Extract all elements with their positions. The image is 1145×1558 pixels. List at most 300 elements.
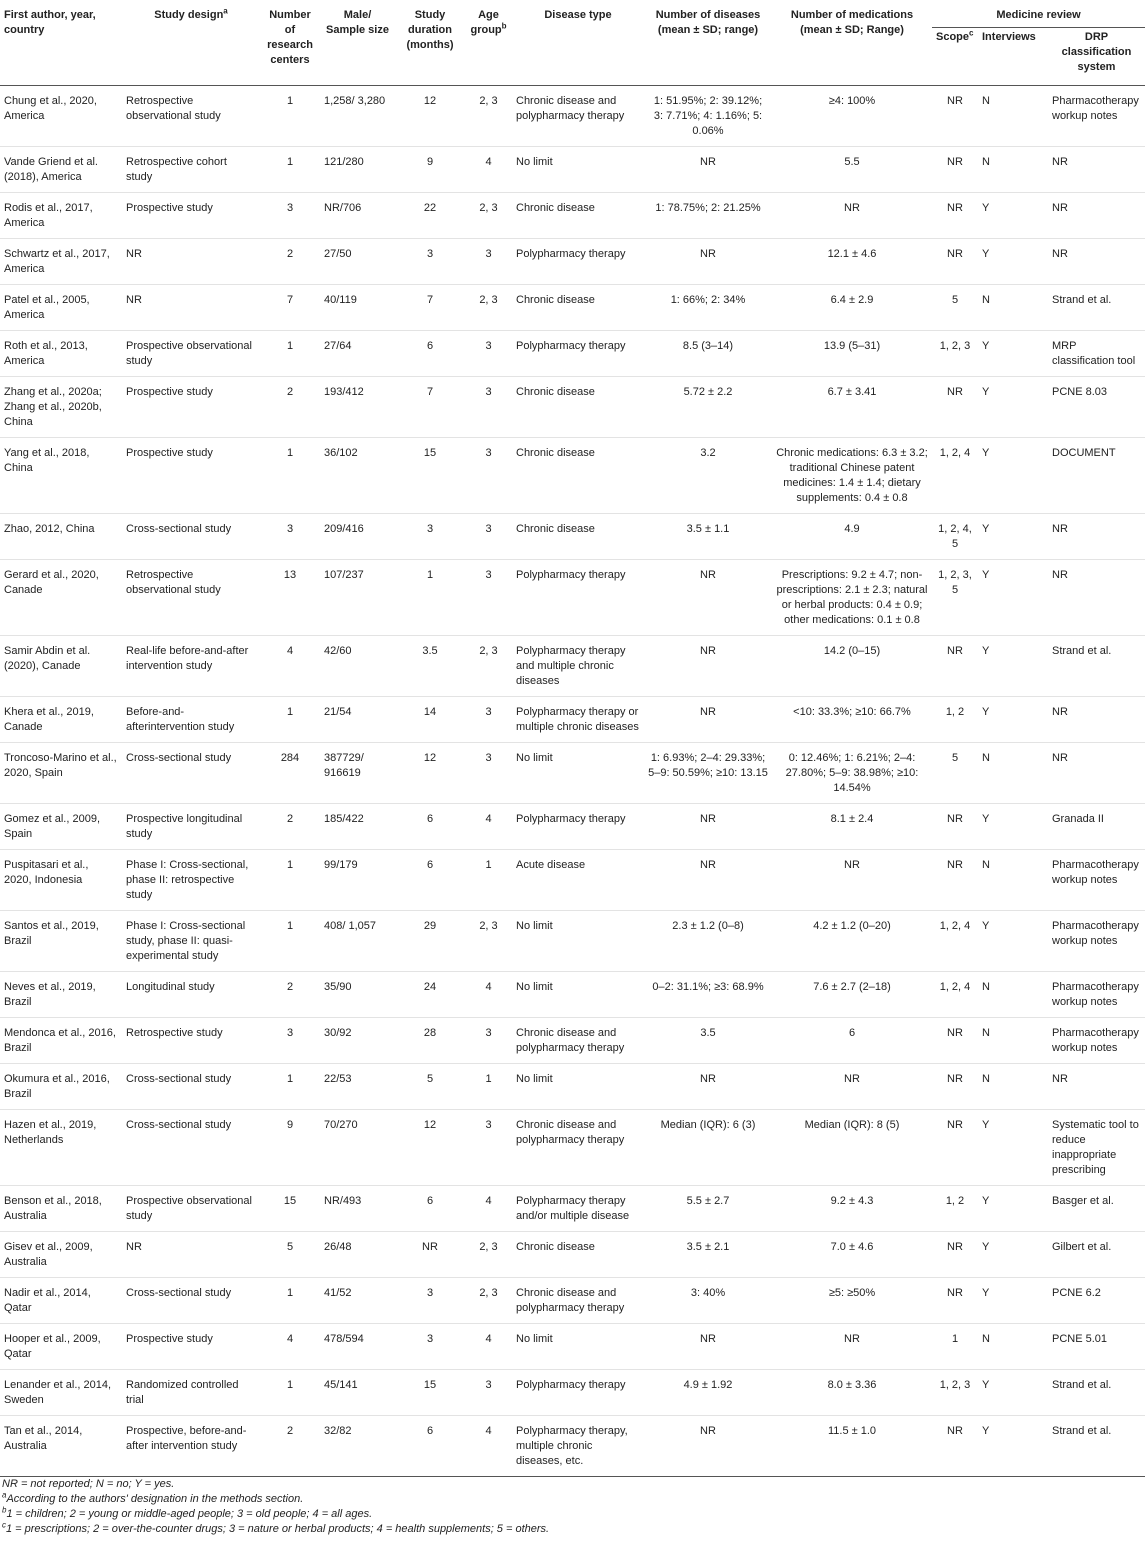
cell-disease-type: Chronic disease and polypharmacy therapy <box>512 1110 644 1186</box>
table-row <box>0 1110 1145 1186</box>
cell-design: Cross-sectional study <box>122 514 260 560</box>
cell-duration: 9 <box>395 147 465 193</box>
cell-num-diseases: NR <box>644 1064 772 1110</box>
cell-interviews: N <box>978 972 1048 1018</box>
cell-interviews: Y <box>978 697 1048 743</box>
cell-interviews: Y <box>978 560 1048 636</box>
table-row <box>0 1064 1145 1110</box>
cell-author: Hazen et al., 2019, Netherlands <box>0 1110 122 1186</box>
cell-scope: NR <box>932 1110 978 1186</box>
cell-interviews: Y <box>978 1278 1048 1324</box>
table-row <box>0 193 1145 239</box>
cell-num-medications: 7.6 ± 2.7 (2–18) <box>772 972 932 1018</box>
cell-interviews: Y <box>978 331 1048 377</box>
footnote-c: $^c$1 = prescriptions; 2 = over-the-counter drugs; 3 = nature or herbal products; 4 = health supplements; 5 = others. <box>2 1520 550 1535</box>
cell-drp-system: NR <box>1048 697 1145 743</box>
cell-design: Prospective study <box>122 193 260 239</box>
table-row <box>0 285 1145 331</box>
cell-scope: 1, 2, 3 <box>932 1370 978 1416</box>
cell-age: 2, 3 <box>465 285 512 331</box>
cell-author: Khera et al., 2019, Canade <box>0 697 122 743</box>
cell-scope: 5 <box>932 743 978 804</box>
cell-centers: 1 <box>260 850 320 911</box>
cell-duration: 24 <box>395 972 465 1018</box>
cell-drp-system: NR <box>1048 147 1145 193</box>
cell-drp-system: NR <box>1048 239 1145 285</box>
cell-author: Samir Abdin et al. (2020), Canade <box>0 636 122 697</box>
cell-drp-system: NR <box>1048 560 1145 636</box>
table-row <box>0 697 1145 743</box>
cell-disease-type: No limit <box>512 1324 644 1370</box>
header-duration: Study duration (months) <box>406 9 454 51</box>
cell-disease-type: Polypharmacy therapy and multiple chronic diseases <box>512 636 644 697</box>
cell-interviews: Y <box>978 514 1048 560</box>
cell-sample: 107/237 <box>320 560 395 636</box>
cell-author: Gisev et al., 2009, Australia <box>0 1232 122 1278</box>
cell-author: Patel et al., 2005, America <box>0 285 122 331</box>
cell-drp-system: PCNE 8.03 <box>1048 377 1145 438</box>
cell-sample: 387729/ 916619 <box>320 743 395 804</box>
cell-disease-type: Polypharmacy therapy <box>512 239 644 285</box>
cell-interviews: Y <box>978 193 1048 239</box>
cell-centers: 1 <box>260 86 320 147</box>
cell-scope: 1, 2 <box>932 1186 978 1232</box>
cell-age: 4 <box>465 1186 512 1232</box>
cell-num-diseases: 1: 51.95%; 2: 39.12%; 3: 7.71%; 4: 1.16%; 5: 0.06% <box>644 86 772 147</box>
cell-design: Cross-sectional study <box>122 743 260 804</box>
cell-design: Longitudinal study <box>122 972 260 1018</box>
cell-num-diseases: 1: 66%; 2: 34% <box>644 285 772 331</box>
table-row <box>0 1018 1145 1064</box>
table-footnotes <box>0 1477 1145 1537</box>
cell-author: Puspitasari et al., 2020, Indonesia <box>0 850 122 911</box>
cell-centers: 3 <box>260 1018 320 1064</box>
cell-scope: NR <box>932 1416 978 1477</box>
cell-sample: 1,258/ 3,280 <box>320 86 395 147</box>
cell-disease-type: No limit <box>512 911 644 972</box>
cell-drp-system: Pharmacotherapy workup notes <box>1048 911 1145 972</box>
cell-author: Vande Griend et al. (2018), America <box>0 147 122 193</box>
cell-drp-system: MRP classification tool <box>1048 331 1145 377</box>
cell-disease-type: Chronic disease and polypharmacy therapy <box>512 1018 644 1064</box>
cell-drp-system: PCNE 6.2 <box>1048 1278 1145 1324</box>
cell-num-diseases: Median (IQR): 6 (3) <box>644 1110 772 1186</box>
cell-num-medications: 8.1 ± 2.4 <box>772 804 932 850</box>
cell-num-diseases: NR <box>644 697 772 743</box>
cell-sample: 21/54 <box>320 697 395 743</box>
cell-sample: 408/ 1,057 <box>320 911 395 972</box>
cell-num-medications: 6.7 ± 3.41 <box>772 377 932 438</box>
cell-sample: NR/706 <box>320 193 395 239</box>
cell-disease-type: Chronic disease and polypharmacy therapy <box>512 1278 644 1324</box>
cell-author: Nadir et al., 2014, Qatar <box>0 1278 122 1324</box>
cell-disease-type: No limit <box>512 1064 644 1110</box>
table-row <box>0 377 1145 438</box>
cell-scope: NR <box>932 1018 978 1064</box>
cell-sample: 40/119 <box>320 285 395 331</box>
cell-centers: 13 <box>260 560 320 636</box>
cell-interviews: N <box>978 743 1048 804</box>
cell-num-diseases: 0–2: 31.1%; ≥3: 68.9% <box>644 972 772 1018</box>
cell-disease-type: No limit <box>512 743 644 804</box>
cell-disease-type: Chronic disease <box>512 193 644 239</box>
cell-interviews: Y <box>978 1370 1048 1416</box>
table-row <box>0 1324 1145 1370</box>
cell-design: Prospective observational study <box>122 331 260 377</box>
cell-author: Yang et al., 2018, China <box>0 438 122 514</box>
cell-duration: 12 <box>395 86 465 147</box>
cell-interviews: Y <box>978 377 1048 438</box>
cell-centers: 1 <box>260 331 320 377</box>
cell-design: Cross-sectional study <box>122 1064 260 1110</box>
cell-sample: 99/179 <box>320 850 395 911</box>
cell-author: Troncoso-Marino et al., 2020, Spain <box>0 743 122 804</box>
cell-age: 1 <box>465 850 512 911</box>
table-row <box>0 1370 1145 1416</box>
cell-centers: 2 <box>260 804 320 850</box>
footnote-b: $^b$1 = children; 2 = young or middle-aged people; 3 = old people; 4 = all ages. <box>2 1505 373 1520</box>
cell-num-diseases: NR <box>644 560 772 636</box>
cell-centers: 1 <box>260 697 320 743</box>
cell-num-medications: 6.4 ± 2.9 <box>772 285 932 331</box>
cell-num-medications: 6 <box>772 1018 932 1064</box>
cell-num-diseases: NR <box>644 239 772 285</box>
cell-interviews: Y <box>978 438 1048 514</box>
table-row <box>0 804 1145 850</box>
cell-drp-system: Pharmacotherapy workup notes <box>1048 86 1145 147</box>
cell-drp-system: Pharmacotherapy workup notes <box>1048 850 1145 911</box>
cell-duration: 22 <box>395 193 465 239</box>
table-body <box>0 86 1145 1477</box>
cell-interviews: Y <box>978 804 1048 850</box>
cell-centers: 3 <box>260 514 320 560</box>
cell-centers: 3 <box>260 193 320 239</box>
cell-scope: 1, 2 <box>932 697 978 743</box>
cell-scope: 1, 2, 3 <box>932 331 978 377</box>
cell-author: Zhang et al., 2020a; Zhang et al., 2020b, China <box>0 377 122 438</box>
cell-centers: 1 <box>260 438 320 514</box>
cell-drp-system: NR <box>1048 514 1145 560</box>
cell-num-diseases: 8.5 (3–14) <box>644 331 772 377</box>
cell-duration: 6 <box>395 331 465 377</box>
cell-duration: 7 <box>395 377 465 438</box>
cell-num-medications: 4.2 ± 1.2 (0–20) <box>772 911 932 972</box>
cell-duration: 6 <box>395 804 465 850</box>
cell-num-medications: NR <box>772 1324 932 1370</box>
table-row <box>0 743 1145 804</box>
cell-drp-system: Gilbert et al. <box>1048 1232 1145 1278</box>
header-interviews: Interviews <box>982 31 1036 43</box>
cell-centers: 7 <box>260 285 320 331</box>
cell-sample: 35/90 <box>320 972 395 1018</box>
cell-age: 2, 3 <box>465 86 512 147</box>
cell-disease-type: Chronic disease and polypharmacy therapy <box>512 86 644 147</box>
cell-duration: 28 <box>395 1018 465 1064</box>
cell-author: Zhao, 2012, China <box>0 514 122 560</box>
cell-sample: 42/60 <box>320 636 395 697</box>
table-row <box>0 86 1145 147</box>
cell-author: Lenander et al., 2014, Sweden <box>0 1370 122 1416</box>
cell-centers: 284 <box>260 743 320 804</box>
cell-scope: 1 <box>932 1324 978 1370</box>
cell-duration: 14 <box>395 697 465 743</box>
cell-disease-type: Chronic disease <box>512 285 644 331</box>
cell-num-medications: 11.5 ± 1.0 <box>772 1416 932 1477</box>
cell-disease-type: Chronic disease <box>512 1232 644 1278</box>
cell-author: Roth et al., 2013, America <box>0 331 122 377</box>
cell-centers: 9 <box>260 1110 320 1186</box>
cell-author: Neves et al., 2019, Brazil <box>0 972 122 1018</box>
cell-disease-type: Polypharmacy therapy <box>512 331 644 377</box>
cell-drp-system: Pharmacotherapy workup notes <box>1048 1018 1145 1064</box>
table-row <box>0 514 1145 560</box>
table-row <box>0 1278 1145 1324</box>
header-design: Study design$^a$ <box>154 6 228 21</box>
cell-interviews: Y <box>978 1416 1048 1477</box>
cell-centers: 2 <box>260 1416 320 1477</box>
cell-design: Prospective study <box>122 377 260 438</box>
cell-scope: NR <box>932 377 978 438</box>
table-header <box>0 0 1145 86</box>
cell-age: 4 <box>465 147 512 193</box>
cell-drp-system: Basger et al. <box>1048 1186 1145 1232</box>
cell-scope: NR <box>932 1064 978 1110</box>
table-row <box>0 1416 1145 1477</box>
cell-interviews: Y <box>978 239 1048 285</box>
cell-design: Retrospective observational study <box>122 560 260 636</box>
cell-interviews: N <box>978 147 1048 193</box>
cell-age: 3 <box>465 560 512 636</box>
cell-disease-type: Polypharmacy therapy <box>512 1370 644 1416</box>
cell-duration: 6 <box>395 1186 465 1232</box>
header-num-meds: Number of medications (mean ± SD; Range) <box>790 9 914 36</box>
cell-sample: 27/64 <box>320 331 395 377</box>
cell-drp-system: PCNE 5.01 <box>1048 1324 1145 1370</box>
cell-design: Prospective, before-and-after intervention study <box>122 1416 260 1477</box>
cell-centers: 1 <box>260 147 320 193</box>
cell-author: Hooper et al., 2009, Qatar <box>0 1324 122 1370</box>
cell-age: 3 <box>465 239 512 285</box>
cell-age: 3 <box>465 1370 512 1416</box>
cell-interviews: Y <box>978 911 1048 972</box>
cell-duration: 3 <box>395 239 465 285</box>
cell-age: 2, 3 <box>465 193 512 239</box>
cell-num-medications: 0: 12.46%; 1: 6.21%; 2–4: 27.80%; 5–9: 38.98%; ≥10: 14.54% <box>772 743 932 804</box>
cell-sample: 121/280 <box>320 147 395 193</box>
cell-age: 2, 3 <box>465 911 512 972</box>
cell-drp-system: Strand et al. <box>1048 1416 1145 1477</box>
cell-sample: NR/493 <box>320 1186 395 1232</box>
table-row <box>0 331 1145 377</box>
cell-num-diseases: NR <box>644 147 772 193</box>
table-row <box>0 972 1145 1018</box>
cell-age: 3 <box>465 438 512 514</box>
cell-num-diseases: 3.5 ± 2.1 <box>644 1232 772 1278</box>
cell-drp-system: NR <box>1048 193 1145 239</box>
cell-design: Retrospective observational study <box>122 86 260 147</box>
cell-age: 3 <box>465 377 512 438</box>
cell-design: Real-life before-and-after intervention study <box>122 636 260 697</box>
cell-drp-system: Systematic tool to reduce inappropriate prescribing <box>1048 1110 1145 1186</box>
cell-num-medications: Median (IQR): 8 (5) <box>772 1110 932 1186</box>
cell-centers: 1 <box>260 1370 320 1416</box>
cell-sample: 193/412 <box>320 377 395 438</box>
cell-centers: 1 <box>260 1278 320 1324</box>
cell-duration: 15 <box>395 438 465 514</box>
cell-disease-type: No limit <box>512 147 644 193</box>
cell-author: Tan et al., 2014, Australia <box>0 1416 122 1477</box>
cell-duration: 29 <box>395 911 465 972</box>
cell-num-medications: 4.9 <box>772 514 932 560</box>
cell-design: Before-and-afterintervention study <box>122 697 260 743</box>
cell-interviews: N <box>978 1018 1048 1064</box>
cell-centers: 5 <box>260 1232 320 1278</box>
cell-num-diseases: 4.9 ± 1.92 <box>644 1370 772 1416</box>
cell-sample: 209/416 <box>320 514 395 560</box>
cell-num-medications: ≥4: 100% <box>772 86 932 147</box>
cell-num-diseases: 3.5 <box>644 1018 772 1064</box>
cell-disease-type: Polypharmacy therapy, multiple chronic diseases, etc. <box>512 1416 644 1477</box>
cell-age: 2, 3 <box>465 1278 512 1324</box>
cell-drp-system: Strand et al. <box>1048 285 1145 331</box>
cell-sample: 185/422 <box>320 804 395 850</box>
cell-design: NR <box>122 1232 260 1278</box>
cell-interviews: N <box>978 285 1048 331</box>
cell-num-medications: NR <box>772 850 932 911</box>
cell-sample: 32/82 <box>320 1416 395 1477</box>
cell-num-diseases: 3.5 ± 1.1 <box>644 514 772 560</box>
cell-sample: 27/50 <box>320 239 395 285</box>
cell-disease-type: Acute disease <box>512 850 644 911</box>
cell-scope: NR <box>932 804 978 850</box>
cell-disease-type: Polypharmacy therapy and/or multiple disease <box>512 1186 644 1232</box>
cell-duration: 5 <box>395 1064 465 1110</box>
cell-sample: 478/594 <box>320 1324 395 1370</box>
cell-num-diseases: NR <box>644 1324 772 1370</box>
cell-age: 2, 3 <box>465 1232 512 1278</box>
cell-author: Mendonca et al., 2016, Brazil <box>0 1018 122 1064</box>
cell-design: Prospective longitudinal study <box>122 804 260 850</box>
cell-scope: 1, 2, 4 <box>932 911 978 972</box>
cell-author: Gomez et al., 2009, Spain <box>0 804 122 850</box>
cell-sample: 26/48 <box>320 1232 395 1278</box>
cell-duration: 1 <box>395 560 465 636</box>
header-num-diseases: Number of diseases (mean ± SD; range) <box>655 9 761 36</box>
cell-scope: NR <box>932 1278 978 1324</box>
cell-interviews: N <box>978 1324 1048 1370</box>
cell-design: Retrospective cohort study <box>122 147 260 193</box>
cell-drp-system: Strand et al. <box>1048 636 1145 697</box>
header-age: Age group$^b$ <box>470 9 507 36</box>
cell-author: Benson et al., 2018, Australia <box>0 1186 122 1232</box>
cell-scope: NR <box>932 636 978 697</box>
cell-num-diseases: 3.2 <box>644 438 772 514</box>
cell-design: Phase I: Cross-sectional, phase II: retrospective study <box>122 850 260 911</box>
cell-scope: NR <box>932 850 978 911</box>
cell-design: Phase I: Cross-sectional study, phase II: quasi-experimental study <box>122 911 260 972</box>
footnote-a: $^a$According to the authors' designation in the methods section. <box>2 1490 304 1505</box>
cell-design: Prospective study <box>122 1324 260 1370</box>
table-row <box>0 147 1145 193</box>
table-row <box>0 560 1145 636</box>
cell-sample: 70/270 <box>320 1110 395 1186</box>
cell-age: 4 <box>465 804 512 850</box>
cell-disease-type: Polypharmacy therapy <box>512 560 644 636</box>
header-disease-type: Disease type <box>544 9 612 21</box>
cell-design: Prospective study <box>122 438 260 514</box>
header-sample: Male/ Sample size <box>326 9 389 36</box>
cell-disease-type: Chronic disease <box>512 438 644 514</box>
cell-age: 3 <box>465 697 512 743</box>
cell-sample: 45/141 <box>320 1370 395 1416</box>
cell-num-diseases: NR <box>644 850 772 911</box>
cell-num-diseases: 3: 40% <box>644 1278 772 1324</box>
cell-num-medications: 13.9 (5–31) <box>772 331 932 377</box>
cell-age: 3 <box>465 1018 512 1064</box>
cell-scope: NR <box>932 1232 978 1278</box>
cell-duration: 7 <box>395 285 465 331</box>
cell-design: NR <box>122 239 260 285</box>
cell-age: 4 <box>465 972 512 1018</box>
cell-interviews: Y <box>978 636 1048 697</box>
cell-interviews: Y <box>978 1186 1048 1232</box>
table-row <box>0 911 1145 972</box>
cell-centers: 2 <box>260 972 320 1018</box>
cell-num-diseases: 2.3 ± 1.2 (0–8) <box>644 911 772 972</box>
table-row <box>0 1232 1145 1278</box>
cell-duration: NR <box>395 1232 465 1278</box>
cell-num-diseases: NR <box>644 1416 772 1477</box>
cell-author: Okumura et al., 2016, Brazil <box>0 1064 122 1110</box>
cell-num-medications: <10: 33.3%; ≥10: 66.7% <box>772 697 932 743</box>
cell-disease-type: Chronic disease <box>512 377 644 438</box>
cell-interviews: N <box>978 86 1048 147</box>
cell-scope: NR <box>932 239 978 285</box>
header-author: First author, year, country <box>4 9 96 36</box>
cell-num-medications: 12.1 ± 4.6 <box>772 239 932 285</box>
cell-sample: 36/102 <box>320 438 395 514</box>
cell-interviews: N <box>978 1064 1048 1110</box>
cell-num-medications: Chronic medications: 6.3 ± 3.2; traditional Chinese patent medicines: 1.4 ± 1.4; dietary supplements: 0.4 ± 0.8 <box>772 438 932 514</box>
header-centers: Number of research centers <box>267 9 313 66</box>
cell-duration: 6 <box>395 1416 465 1477</box>
cell-num-medications: 5.5 <box>772 147 932 193</box>
cell-centers: 4 <box>260 636 320 697</box>
cell-age: 2, 3 <box>465 636 512 697</box>
cell-centers: 4 <box>260 1324 320 1370</box>
cell-author: Santos et al., 2019, Brazil <box>0 911 122 972</box>
cell-duration: 6 <box>395 850 465 911</box>
cell-scope: 1, 2, 4 <box>932 438 978 514</box>
header-scope: Scope$^c$ <box>936 28 974 43</box>
cell-sample: 41/52 <box>320 1278 395 1324</box>
cell-centers: 15 <box>260 1186 320 1232</box>
cell-drp-system: NR <box>1048 1064 1145 1110</box>
cell-duration: 3 <box>395 1324 465 1370</box>
cell-scope: 1, 2, 3, 5 <box>932 560 978 636</box>
cell-age: 4 <box>465 1324 512 1370</box>
cell-age: 3 <box>465 1110 512 1186</box>
cell-scope: NR <box>932 193 978 239</box>
header-drp: DRP classification system <box>1061 31 1132 73</box>
cell-design: Cross-sectional study <box>122 1278 260 1324</box>
cell-centers: 1 <box>260 911 320 972</box>
cell-disease-type: No limit <box>512 972 644 1018</box>
cell-duration: 3 <box>395 514 465 560</box>
cell-interviews: N <box>978 850 1048 911</box>
cell-scope: NR <box>932 86 978 147</box>
cell-duration: 12 <box>395 1110 465 1186</box>
